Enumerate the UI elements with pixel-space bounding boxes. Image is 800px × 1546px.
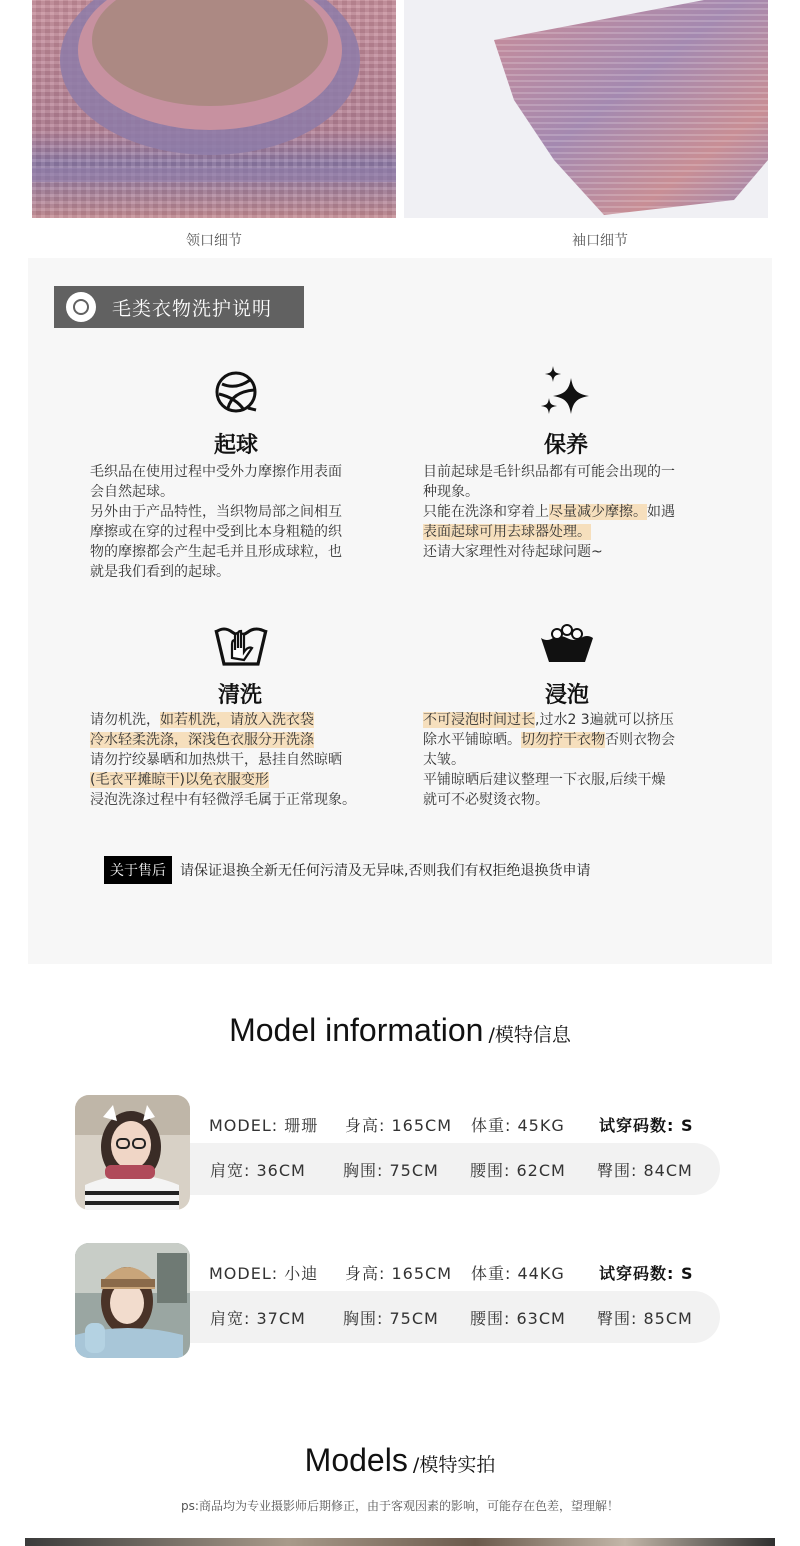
maintenance-line: 还请大家理性对待起球问题~ (423, 544, 603, 560)
washing-text-segment: 请勿机洗， (90, 712, 160, 728)
washing-line (90, 730, 400, 750)
model-name: MODEL: 珊珊 (209, 1116, 319, 1135)
soaking-text (423, 710, 733, 810)
color-difference-note: ps:商品均为专业摄影师后期修正，由于客观因素的影响，可能存在色差，望理解！ (181, 1499, 619, 1513)
model-photo (75, 1095, 190, 1210)
model-shoulder: 肩宽: 36CM (210, 1161, 306, 1180)
neckline-illustration (32, 0, 396, 218)
model-shoot-photo-top (25, 1538, 775, 1546)
maintenance-line (423, 502, 723, 522)
neckline-caption: 领口细节 (186, 233, 242, 249)
washing-highlight: 如若机洗，请放入洗衣袋 (160, 712, 314, 728)
soak-basin-icon (539, 624, 595, 664)
avatar (75, 1095, 190, 1210)
care-header (54, 286, 304, 328)
model-height: 身高: 165CM (345, 1116, 452, 1135)
washing-highlight: (毛衣平摊晾干)以免衣服变形 (90, 772, 269, 788)
avatar (75, 1243, 190, 1358)
models-shoot-title-en: Models (304, 1442, 408, 1478)
soaking-title: 浸泡 (544, 683, 589, 708)
soaking-text-segment: 除水平铺晾晒。 (423, 732, 521, 748)
model-measure-row (190, 1291, 720, 1343)
model-chest: 胸围: 75CM (343, 1309, 439, 1328)
model-shoulder: 肩宽: 37CM (210, 1309, 306, 1328)
model-card (75, 1095, 720, 1211)
washing-line (90, 710, 400, 730)
maintenance-text-segment: 如遇 (647, 504, 675, 520)
washing-highlight: 冷水轻柔洗涤，深浅色衣服分开洗涤 (90, 732, 314, 748)
pilling-line: 就是我们看到的起球。 (90, 564, 230, 580)
pilling-line: 物的摩擦都会产生起毛并且形成球粒，也 (90, 544, 342, 560)
model-name: MODEL: 小迪 (209, 1264, 319, 1283)
pilling-title: 起球 (213, 433, 258, 458)
model-card (75, 1243, 720, 1359)
model-info-title-en: Model information (229, 1012, 484, 1048)
washing-line: 请勿拧绞暴晒和加热烘干，悬挂自然晾晒 (90, 752, 342, 768)
pilling-line: 会自然起球。 (90, 484, 174, 500)
washing-title: 清洗 (217, 683, 262, 708)
washing-line: 浸泡洗涤过程中有轻微浮毛属于正常现象。 (90, 792, 356, 808)
sparkle-icon (539, 364, 591, 420)
after-sale-tag: 关于售后 (104, 856, 172, 884)
soaking-line (423, 730, 733, 750)
soaking-text-segment: 否则衣物会 (605, 732, 675, 748)
washing-line (90, 770, 400, 790)
model-measure-row (190, 1143, 720, 1195)
model-weight: 体重: 44KG (471, 1264, 565, 1283)
care-header-title: 毛类衣物洗护说明 (112, 297, 273, 320)
cuff-caption: 袖口细节 (572, 233, 628, 249)
model-hip: 臀围: 84CM (597, 1161, 693, 1180)
model-info-heading (0, 1012, 800, 1049)
model-info-title-cn: /模特信息 (488, 1024, 571, 1046)
soaking-line: 就可不必熨烫衣物。 (423, 792, 549, 808)
soaking-highlight: 切勿拧干衣物 (521, 732, 605, 748)
maintenance-text-segment: 只能在洗涤和穿着上 (423, 504, 549, 520)
washing-text (90, 710, 400, 810)
yarn-ball-icon (214, 370, 258, 414)
soaking-line: 平铺晾晒后建议整理一下衣服,后续干燥 (423, 772, 666, 788)
maintenance-line (423, 522, 723, 542)
pilling-line: 另外由于产品特性，当织物局部之间相互 (90, 504, 342, 520)
models-shoot-heading (0, 1442, 800, 1479)
model-height: 身高: 165CM (345, 1264, 452, 1283)
pilling-line: 毛织品在使用过程中受外力摩擦作用表面 (90, 464, 342, 480)
maintenance-highlight: 表面起球可用去球器处理。 (423, 524, 591, 540)
model-hip: 臀围: 85CM (597, 1309, 693, 1328)
soaking-highlight: 不可浸泡时间过长 (423, 712, 535, 728)
model-waist: 腰围: 63CM (470, 1309, 566, 1328)
maintenance-highlight: 尽量减少摩擦。 (549, 504, 647, 520)
maintenance-line: 目前起球是毛针织品都有可能会出现的一 (423, 464, 675, 480)
maintenance-title: 保养 (543, 433, 588, 458)
models-shoot-title-cn: /模特实拍 (412, 1454, 496, 1476)
soaking-text-segment: ,过水2 3遍就可以挤压 (535, 712, 674, 728)
soaking-line (423, 710, 733, 730)
model-size: 试穿码数: S (599, 1116, 694, 1135)
maintenance-line: 种现象。 (423, 484, 479, 500)
pilling-line: 摩擦或在穿的过程中受到比本身粗糙的织 (90, 524, 342, 540)
model-weight: 体重: 45KG (471, 1116, 565, 1135)
model-photo (75, 1243, 190, 1358)
hand-wash-icon (212, 620, 270, 668)
after-sale-notice (104, 856, 590, 884)
brand-logo-icon (66, 292, 96, 322)
soaking-line: 太皱。 (423, 752, 465, 768)
model-waist: 腰围: 62CM (470, 1161, 566, 1180)
neckline-detail-photo (32, 0, 396, 218)
cuff-illustration (404, 0, 768, 218)
after-sale-text: 请保证退换全新无任何污清及无异味,否则我们有权拒绝退换货申请 (180, 863, 591, 879)
cuff-detail-photo (404, 0, 768, 218)
model-chest: 胸围: 75CM (343, 1161, 439, 1180)
maintenance-text (423, 462, 723, 562)
model-size: 试穿码数: S (599, 1264, 694, 1283)
pilling-text (90, 462, 390, 582)
